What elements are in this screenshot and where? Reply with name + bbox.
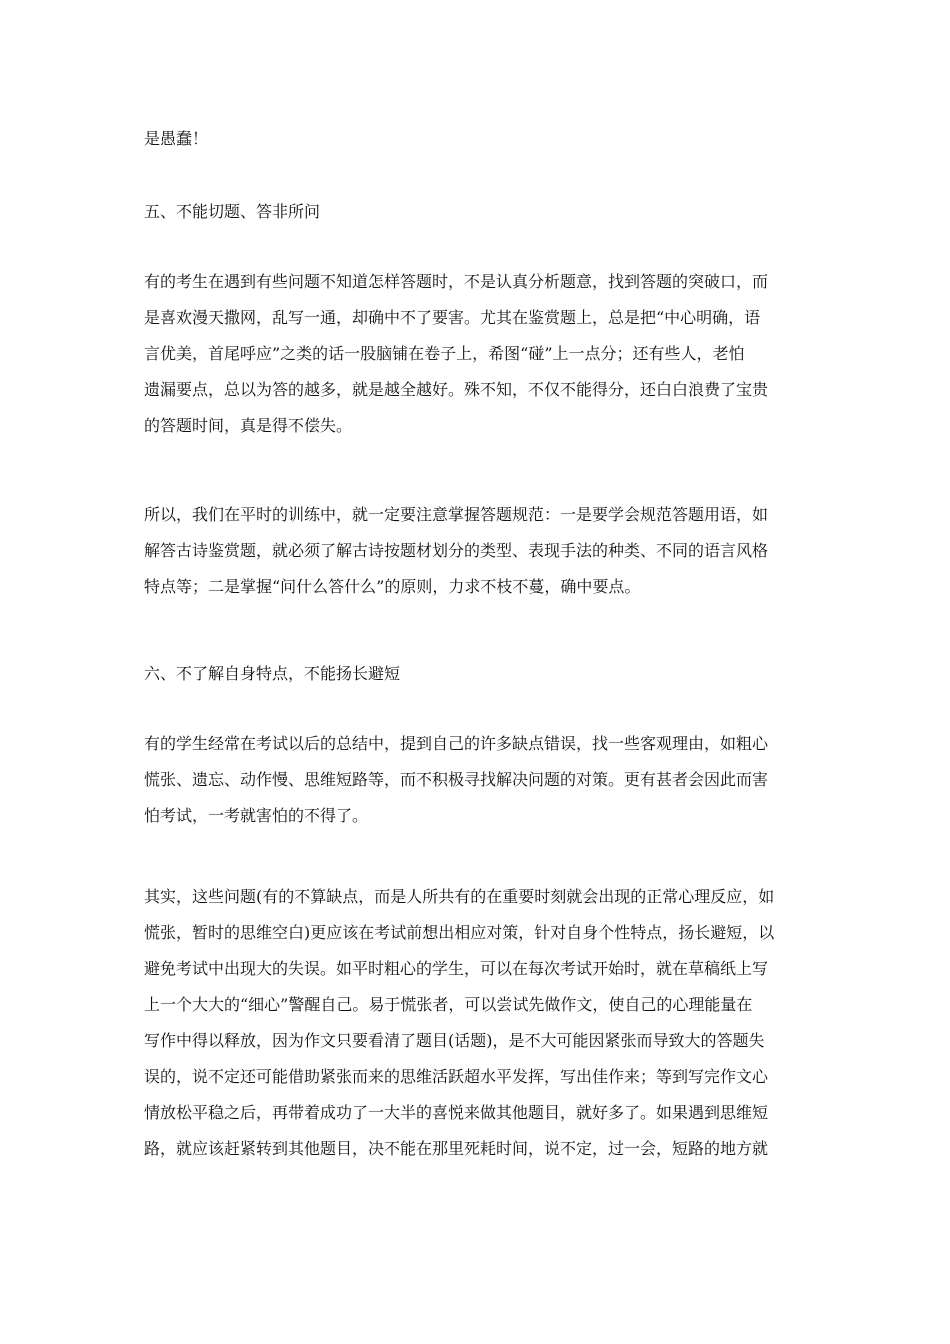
text-line: 的答题时间，真是得不偿失。 <box>144 416 353 435</box>
text-line: 上一个大大的“细心”警醒自己。易于慌张者，可以尝试先做作文，使自己的心理能量在 <box>144 995 753 1014</box>
text-line: 有的学生经常在考试以后的总结中，提到自己的许多缺点错误，找一些客观理由，如粗心 <box>144 734 769 753</box>
text-line: 避免考试中出现大的失误。如平时粗心的学生，可以在每次考试开始时，就在草稿纸上写 <box>144 959 769 978</box>
text-line: 慌张，暂时的思维空白)更应该在考试前想出相应对策，针对自身个性特点，扬长避短，以 <box>144 923 775 942</box>
text-line: 情放松平稳之后，再带着成功了一大半的喜悦来做其他题目，就好多了。如果遇到思维短 <box>144 1103 769 1122</box>
text-line: 慌张、遗忘、动作慢、思维短路等，而不积极寻找解决问题的对策。更有甚者会因此而害 <box>144 770 769 789</box>
text-line: 是愚蠢！ <box>144 129 209 148</box>
text-line: 言优美，首尾呼应”之类的话一股脑铺在卷子上，希图“碰”上一点分；还有些人，老怕 <box>144 344 745 363</box>
section-heading-6 <box>144 656 812 692</box>
text-line: 特点等；二是掌握“问什么答什么”的原则，力求不枝不蔓，确中要点。 <box>144 577 641 596</box>
paragraph-1 <box>144 264 812 444</box>
text-line: 所以，我们在平时的训练中，就一定要注意掌握答题规范：一是要学会规范答题用语，如 <box>144 505 769 524</box>
text-line: 遗漏要点，总以为答的越多，就是越全越好。殊不知，不仅不能得分，还白白浪费了宝贵 <box>144 380 769 399</box>
text-line: 有的考生在遇到有些问题不知道怎样答题时，不是认真分析题意，找到答题的突破口，而 <box>144 272 769 291</box>
text-line: 怕考试，一考就害怕的不得了。 <box>144 806 369 825</box>
text-line: 写作中得以释放，因为作文只要看清了题目(话题)，是不大可能因紧张而导致大的答题失 <box>144 1031 765 1050</box>
paragraph-3 <box>144 726 812 834</box>
text-line: 是喜欢漫天撒网，乱写一通，却确中不了要害。尤其在鉴赏题上，总是把“中心明确，语 <box>144 308 761 327</box>
paragraph-closing-line <box>144 121 812 157</box>
section-heading-5 <box>144 194 812 230</box>
heading-text: 五、不能切题、答非所问 <box>144 202 321 221</box>
text-line: 路，就应该赶紧转到其他题目，决不能在那里死耗时间，说不定，过一会，短路的地方就 <box>144 1139 769 1158</box>
paragraph-4 <box>144 879 812 1167</box>
text-line: 误的，说不定还可能借助紧张而来的思维活跃超水平发挥，写出佳作来；等到写完作文心 <box>144 1067 769 1086</box>
heading-text: 六、不了解自身特点，不能扬长避短 <box>144 664 401 683</box>
paragraph-2 <box>144 497 812 605</box>
text-line: 其实，这些问题(有的不算缺点，而是人所共有的在重要时刻就会出现的正常心理反应，如 <box>144 887 775 906</box>
text-line: 解答古诗鉴赏题，就必须了解古诗按题材划分的类型、表现手法的种类、不同的语言风格 <box>144 541 769 560</box>
